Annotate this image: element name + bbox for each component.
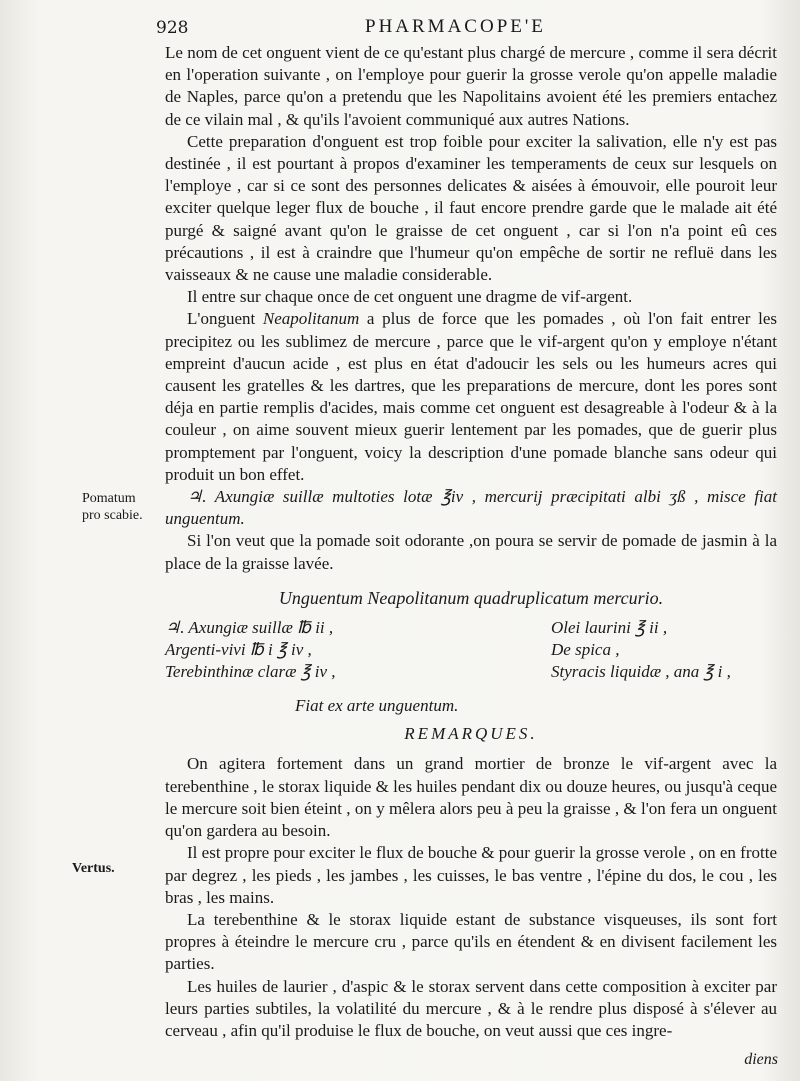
running-title: PHARMACOPE'E bbox=[365, 16, 546, 37]
ingredient: ♃. Axungiæ suillæ ℔ ii , bbox=[165, 618, 334, 638]
paragraph: Le nom de cet onguent vient de ce qu'estant plus chargé de mercure , comme il sera décrit en l'operation suivante , on l'employe pour guerir la grosse verole qu'on appelle maladie de Naples, parce qu'on a pretendu que les Napolitains avoient été les premiers entachez de ce vilain mal , & qu'ils l'avoient communiqué aux autres Nations. bbox=[165, 43, 777, 129]
paragraph: Il est propre pour exciter le flux de bouche & pour guerir la grosse verole , on en frotte par degrez , les pieds , les jambes , les cuisses, le bas ventre , l'épine du dos, le cou , les bras , les mains. bbox=[165, 843, 777, 907]
page-header bbox=[150, 14, 782, 42]
paragraph: On agitera fortement dans un grand mortier de bronze le vif-argent avec la terebenthine , le storax liquide & les huiles pendant dix ou douze heures, ou jusqu'à ceque le mercure soit bien éteint , on y mêlera alors peu à peu la graisse , & l'on fera un onguent qu'on gardera au besoin. bbox=[165, 754, 777, 841]
ingredient: Styracis liquidæ , ana ℥ i , bbox=[551, 662, 731, 682]
ingredient: Terebinthinæ claræ ℥ iv , bbox=[165, 662, 336, 682]
text-span-italic: Neapolitanum bbox=[262, 309, 360, 329]
page-number: 928 bbox=[156, 18, 189, 38]
section-heading: REMARQUES. bbox=[404, 724, 538, 744]
catchword: diens bbox=[744, 1051, 778, 1068]
recipe-instruction: Fiat ex arte unguentum. bbox=[295, 696, 459, 716]
recipe-pomade: ♃. Axungiæ suillæ multoties lotæ ℥iv , mercurij præcipitati albi ʒß , misce fiat unguentum. bbox=[165, 487, 777, 529]
paragraph: Si l'on veut que la pomade soit odorante ,on poura se servir de pomade de jasmin à la place de la graisse lavée. bbox=[165, 531, 777, 573]
paragraph: La terebenthine & le storax liquide estant de substance visqueuses, ils sont fort propres à éteindre le mercure cru , parce qu'ils en étendent & en divisent facilement les parties. bbox=[165, 909, 777, 974]
text-span: L'onguent bbox=[187, 309, 263, 329]
margin-note-vertus: Vertus. bbox=[72, 861, 115, 876]
margin-note-line: Pomatum bbox=[82, 491, 136, 506]
margin-note-line: pro scabie. bbox=[82, 508, 143, 523]
text-span: a plus de force que les pomades , où l'on fait entrer les precipitez ou les sublimez de mercure , parce que le vif-argent qu'on y employe n'étant empreint d'aucun acide , est plus en état d'adoucir les sels ou les humeurs acres qui causent les gratelles & les dartres, que les preparations de mercure, dont les pores sont déja en partie remplis d'acides, mais comme cet onguent est desagreable à l'odeur & à la couleur , on aime souvent mieux guerir lentement par les pomades, que de guerir plus promptement par l'onguent, voicy la description d'une pomade blanche sans odeur qui produit un bon effet. bbox=[165, 309, 777, 484]
paragraph: Cette preparation d'onguent est trop foible pour exciter la salivation, elle n'y est pas destinée , il est pourtant à propos d'examiner les temperaments de ceux sur lesquels on l'employe , car si ce sont des personnes delicates & aisées à émouvoir, elle pouroit leur exciter quelque leger flux de bouche , il faut encore prendre garde que le malade ait été purgé & saigné avant qu'on le graisse de cet onguent , car si l'on n'a point eû ces précautions , il est à craindre que l'humeur qu'on empêche de sortir ne refluë dans les vaisseaux & ne cause une maladie considerable. bbox=[165, 131, 777, 285]
ingredient: Argenti-vivi ℔ i ℥ iv , bbox=[165, 640, 312, 660]
recipe-title: Unguentum Neapolitanum quadruplicatum mercurio. bbox=[278, 587, 664, 608]
paragraph bbox=[165, 308, 777, 486]
ingredient: De spica , bbox=[551, 640, 620, 660]
paragraph: Il entre sur chaque once de cet onguent une dragme de vif-argent. bbox=[187, 287, 633, 307]
ingredient: Olei laurini ℥ ii , bbox=[551, 618, 668, 638]
recipe-ingredients bbox=[165, 617, 777, 683]
paragraph: Les huiles de laurier , d'aspic & le storax servent dans cette composition à exciter par leurs parties subtiles, la volatilité du mercure , & à le rendre plus disposé à s'élever au cerveau , afin qu'il produise le flux de bouche, on veut aussi que ces ingre- bbox=[165, 976, 777, 1040]
main-text bbox=[165, 42, 777, 1042]
margin-note-pomatum bbox=[82, 490, 143, 524]
